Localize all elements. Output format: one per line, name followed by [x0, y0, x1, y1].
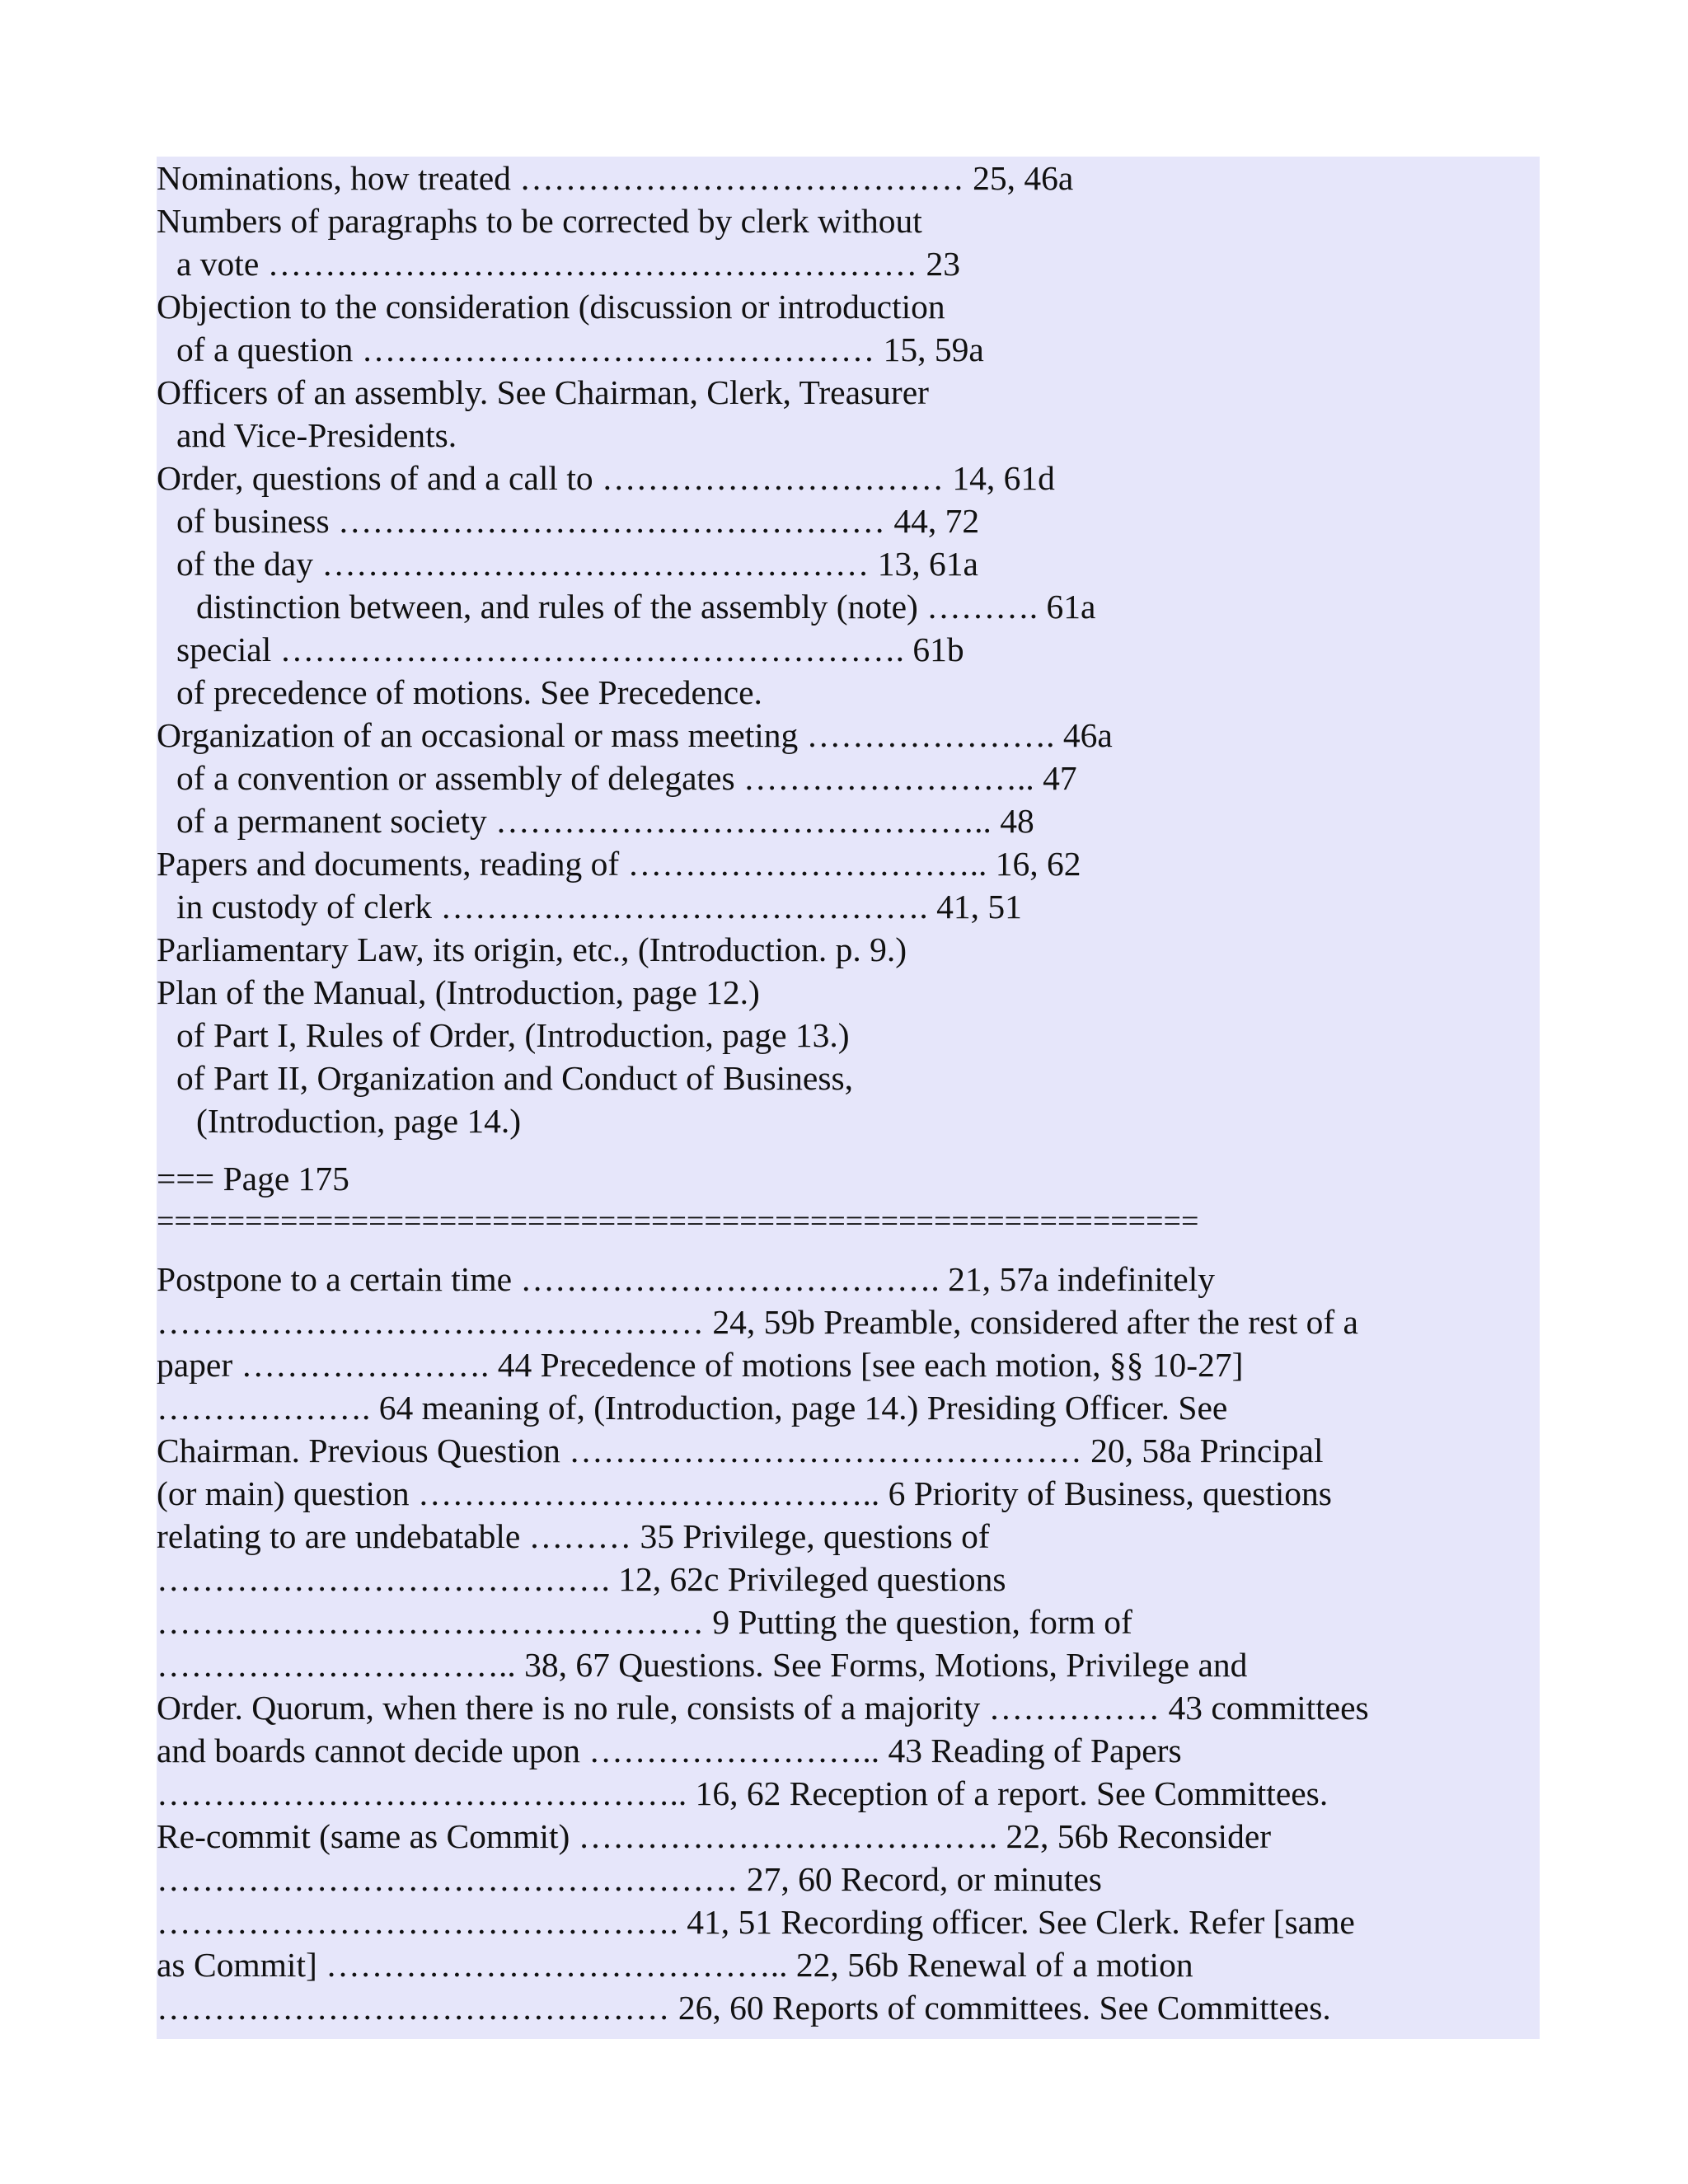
paragraph-line: Chairman. Previous Question ……………………………………… 20, 58a Principal: [157, 1432, 1324, 1469]
index-entry: Parliamentary Law, its origin, etc., (Introduction. p. 9.): [157, 930, 907, 968]
separator-rule: ===========================================================: [157, 1204, 1199, 1239]
index-entry: Numbers of paragraphs to be corrected by clerk without: [157, 202, 922, 240]
paragraph-line: Postpone to a certain time ………………………………. 21, 57a indefinitely: [157, 1260, 1216, 1298]
index-entry: Officers of an assembly. See Chairman, Clerk, Treasurer: [157, 373, 929, 411]
document-page: [157, 157, 1540, 2039]
document-text: [157, 157, 1540, 2029]
index-entry: Nominations, how treated ………………………………… 25, 46a: [157, 159, 1074, 197]
index-entry: Objection to the consideration (discussion or introduction: [157, 288, 945, 326]
index-entry: of Part I, Rules of Order, (Introduction, page 13.): [176, 1016, 850, 1054]
index-entry: of a question ……………………………………… 15, 59a: [176, 330, 984, 368]
index-entry: (Introduction, page 14.): [196, 1102, 522, 1140]
paragraph-line: relating to are undebatable ……… 35 Privilege, questions of: [157, 1517, 990, 1555]
paragraph-line: Re-commit (same as Commit) ………………………………. 22, 56b Reconsider: [157, 1817, 1272, 1855]
index-entry: in custody of clerk ……………………………………. 41, 51: [176, 888, 1022, 926]
index-entry: Papers and documents, reading of ………………………….. 16, 62: [157, 845, 1081, 883]
index-entry: of Part II, Organization and Conduct of Business,: [176, 1059, 854, 1097]
index-entry: distinction between, and rules of the assembly (note) ………. 61a: [196, 588, 1096, 626]
paragraph-line: ………………………………………… 24, 59b Preamble, considered after the rest of a: [157, 1303, 1358, 1341]
paragraph-line: paper …………………. 44 Precedence of motions [see each motion, §§ 10-27]: [157, 1346, 1244, 1384]
paragraph-line: ………………………………………… 9 Putting the question, form of: [157, 1603, 1132, 1641]
index-entry: Plan of the Manual, (Introduction, page 12.): [157, 973, 760, 1011]
index-entry: Organization of an occasional or mass meeting …………………. 46a: [157, 716, 1113, 754]
run-on-index-paragraph: [157, 1258, 1540, 2029]
paragraph-line: ……………………………………… 26, 60 Reports of committees. See Committees.: [157, 1989, 1331, 2027]
paragraph-line: as Commit] ………………………………….. 22, 56b Renewal of a motion: [157, 1946, 1193, 1984]
paragraph-line: ………………………….. 38, 67 Questions. See Forms, Motions, Privilege and: [157, 1646, 1248, 1684]
paragraph-line: …………………………………. 12, 62c Privileged questions: [157, 1560, 1006, 1598]
paragraph-line: ………………………………………. 41, 51 Recording officer. See Clerk. Refer [same: [157, 1903, 1355, 1941]
index-entry: a vote ………………………………………………… 23: [176, 245, 960, 283]
paragraph-line: ……………………………………….. 16, 62 Reception of a report. See Committees.: [157, 1774, 1329, 1812]
paragraph-line: ………………. 64 meaning of, (Introduction, page 14.) Presiding Officer. See: [157, 1389, 1228, 1427]
index-entry: of a convention or assembly of delegates …………………….. 47: [176, 759, 1077, 797]
index-entry: of the day ………………………………………… 13, 61a: [176, 545, 978, 583]
paragraph-line: (or main) question ………………………………….. 6 Priority of Business, questions: [157, 1474, 1332, 1512]
index-list: [157, 157, 1540, 1142]
index-entry: of a permanent society …………………………………….. 48: [176, 802, 1034, 840]
index-entry: Order, questions of and a call to ………………………… 14, 61d: [157, 459, 1055, 497]
index-entry: special ………………………………………………. 61b: [176, 630, 964, 668]
index-entry: and Vice-Presidents.: [176, 416, 457, 454]
paragraph-line: and boards cannot decide upon …………………….. 43 Reading of Papers: [157, 1732, 1182, 1769]
index-entry: of business ………………………………………… 44, 72: [176, 502, 980, 540]
paragraph-line: …………………………………………… 27, 60 Record, or minutes: [157, 1860, 1102, 1898]
page-number-marker: === Page 175: [157, 1160, 349, 1197]
paragraph-line: Order. Quorum, when there is no rule, consists of a majority …………… 43 committees: [157, 1689, 1369, 1727]
index-entry: of precedence of motions. See Precedence.: [176, 673, 762, 711]
